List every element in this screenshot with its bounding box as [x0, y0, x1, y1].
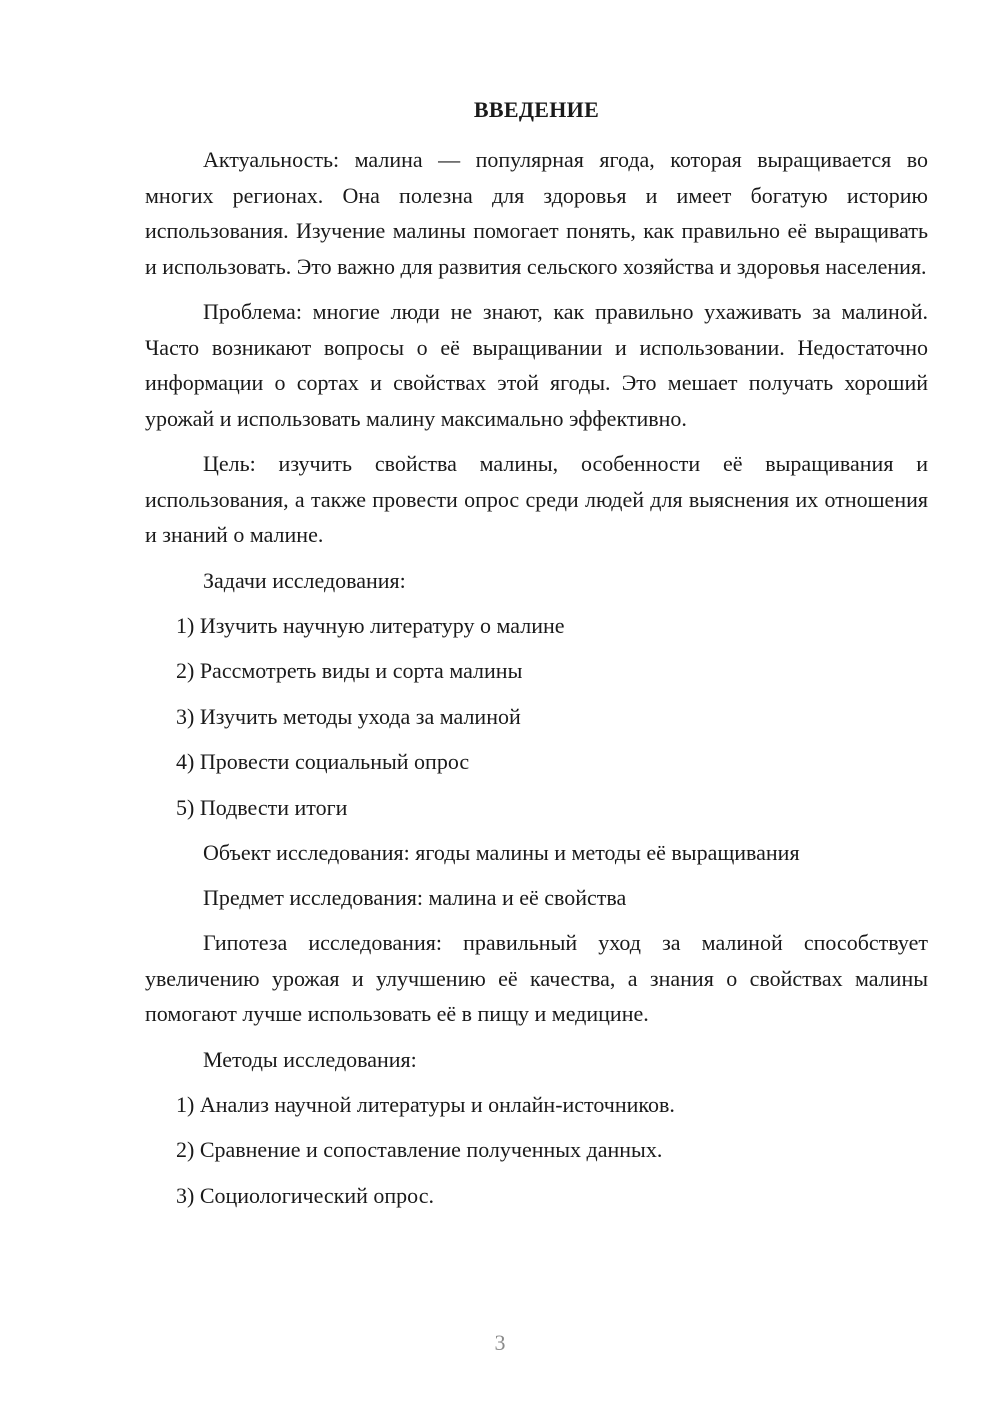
methods-list: [145, 1087, 928, 1214]
list-item: 3) Социологический опрос.: [176, 1182, 434, 1208]
list-item: 4) Провести социальный опрос: [176, 749, 470, 774]
object-line: Объект исследования: ягоды малины и методы её выращивания: [203, 840, 800, 865]
list-item: 3) Изучить методы ухода за малиной: [176, 703, 521, 729]
list-item: 1) Изучить научную литературу о малине: [176, 612, 565, 638]
list-item: 1) Анализ научной литературы и онлайн-источников.: [176, 1091, 675, 1117]
subject-line: Предмет исследования: малина и её свойства: [203, 885, 627, 910]
list-item: 2) Рассмотреть виды и сорта малины: [176, 658, 523, 683]
tasks-list: [145, 608, 928, 826]
document-page: [145, 95, 928, 1223]
page-number: 3: [494, 1330, 506, 1355]
problem-paragraph: Проблема: многие люди не знают, как правильно ухаживать за малиной. Часто возникают вопросы о её выращивании и использовании. Недостаточно информации о сортах и свойствах этой ягоды. Это мешает получать хороший урожай и использовать малину максимально эффективно.: [145, 299, 928, 431]
list-item: 2) Сравнение и сопоставление полученных данных.: [176, 1137, 663, 1162]
relevance-paragraph: Актуальность: малина — популярная ягода, которая выращивается во многих регионах. Она полезна для здоровья и имеет богатую историю использования. Изучение малины помогает понять, как правильно её выращивать и использовать. Это важно для развития сельского хозяйства и здоровья населения.: [145, 147, 928, 279]
list-item: 5) Подвести итоги: [176, 794, 348, 820]
tasks-heading: Задачи исследования:: [203, 567, 406, 593]
methods-heading: Методы исследования:: [203, 1046, 417, 1072]
section-title: ВВЕДЕНИЕ: [473, 97, 600, 122]
hypothesis-paragraph: Гипотеза исследования: правильный уход за малиной способствует увеличению урожая и улучшению её качества, а знания о свойствах малины помогают лучше использовать её в пищу и медицине.: [145, 930, 928, 1026]
goal-paragraph: Цель: изучить свойства малины, особенности её выращивания и использования, а также провести опрос среди людей для выяснения их отношения и знаний о малине.: [145, 451, 928, 547]
